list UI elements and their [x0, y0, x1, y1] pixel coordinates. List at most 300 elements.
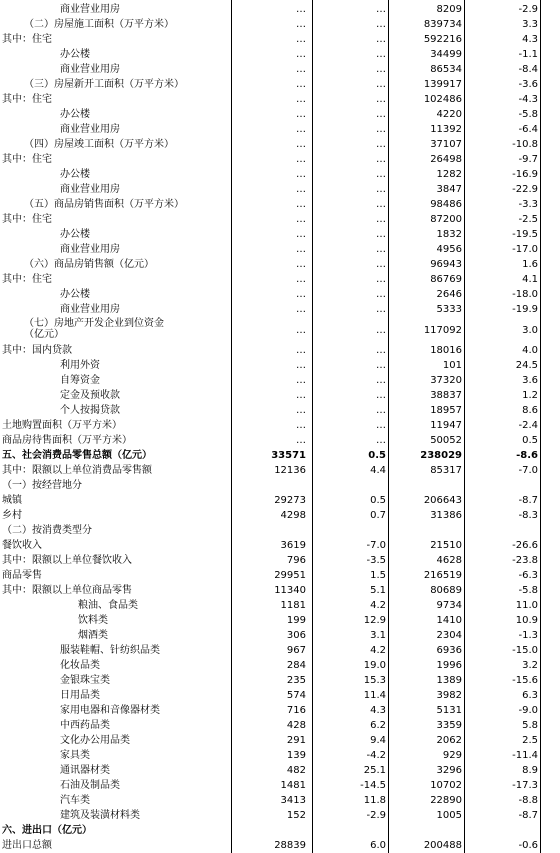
current-month-growth: …: [376, 390, 386, 401]
current-month-growth: …: [376, 169, 386, 180]
current-month-growth: …: [376, 139, 386, 150]
table-row: [0, 718, 560, 733]
cumulative-value: 4628: [436, 555, 462, 566]
table-row: [0, 763, 560, 778]
cumulative-value: 38837: [430, 390, 462, 401]
cumulative-growth: 3.0: [522, 325, 538, 336]
table-row: [0, 137, 560, 152]
current-month-value: …: [296, 360, 306, 371]
table-row: [0, 673, 560, 688]
row-label: 办公楼: [60, 109, 90, 120]
cumulative-growth: -2.5: [518, 214, 538, 225]
current-month-growth: …: [376, 420, 386, 431]
cumulative-value: 3359: [436, 720, 462, 731]
cumulative-growth: -16.9: [512, 169, 538, 180]
row-label: 乡村: [2, 510, 22, 521]
current-month-growth: …: [376, 289, 386, 300]
current-month-value: 139: [286, 750, 306, 761]
cumulative-growth: 0.5: [522, 435, 538, 446]
current-month-value: …: [296, 184, 306, 195]
cumulative-value: 2304: [436, 630, 462, 641]
current-month-growth: …: [376, 64, 386, 75]
table-row: [0, 32, 560, 47]
cumulative-growth: -23.8: [512, 555, 538, 566]
cumulative-growth: -9.0: [518, 705, 538, 716]
cumulative-growth: -8.7: [518, 495, 538, 506]
current-month-growth: …: [376, 34, 386, 45]
table-row: [0, 47, 560, 62]
cumulative-value: 98486: [430, 199, 462, 210]
cumulative-value: 87200: [430, 214, 462, 225]
table-row: [0, 373, 560, 388]
table-row: [0, 122, 560, 137]
current-month-growth: …: [376, 154, 386, 165]
table-row: [0, 152, 560, 167]
current-month-growth: -2.9: [366, 810, 386, 821]
current-month-growth: 12.9: [363, 615, 386, 626]
cumulative-growth: 5.8: [522, 720, 538, 731]
cumulative-growth: 11.0: [515, 600, 538, 611]
table-row: [0, 538, 560, 553]
cumulative-value: 4220: [436, 109, 462, 120]
cumulative-value: 2062: [436, 735, 462, 746]
cumulative-value: 86534: [430, 64, 462, 75]
current-month-value: …: [296, 94, 306, 105]
cumulative-value: 50052: [430, 435, 462, 446]
cumulative-growth: -3.6: [518, 79, 538, 90]
current-month-value: …: [296, 214, 306, 225]
cumulative-growth: -8.4: [518, 64, 538, 75]
cumulative-growth: -15.0: [512, 645, 538, 656]
cumulative-value: 1996: [436, 660, 462, 671]
cumulative-value: 102486: [423, 94, 462, 105]
current-month-growth: …: [376, 274, 386, 285]
current-month-growth: …: [376, 94, 386, 105]
table-row: [0, 508, 560, 523]
current-month-value: 3619: [280, 540, 306, 551]
current-month-value: …: [296, 199, 306, 210]
current-month-value: …: [296, 34, 306, 45]
current-month-value: 306: [286, 630, 306, 641]
cumulative-value: 1282: [436, 169, 462, 180]
cumulative-growth: -17.0: [512, 244, 538, 255]
current-month-value: 291: [286, 735, 306, 746]
table-row: [0, 343, 560, 358]
current-month-value: …: [296, 229, 306, 240]
current-month-value: …: [296, 259, 306, 270]
table-row: [0, 242, 560, 257]
row-label: （三）房屋新开工面积（万平方米）: [24, 79, 184, 90]
row-label: 中西药品类: [60, 720, 110, 731]
row-label: 商业营业用房: [60, 184, 120, 195]
cumulative-value: 10702: [430, 780, 462, 791]
current-month-growth: …: [376, 360, 386, 371]
table-row: [0, 167, 560, 182]
cumulative-value: 18016: [430, 345, 462, 356]
row-label-line1: （七）房地产开发企业到位资金: [24, 318, 164, 329]
current-month-value: 28839: [274, 840, 306, 851]
cumulative-growth: -22.9: [512, 184, 538, 195]
table-row: [0, 17, 560, 32]
table-row: [0, 808, 560, 823]
table-row: [0, 733, 560, 748]
row-label: 家具类: [60, 750, 90, 761]
current-month-value: …: [296, 420, 306, 431]
table-row: [0, 257, 560, 272]
cumulative-growth: -5.8: [518, 109, 538, 120]
column-divider: [388, 0, 389, 853]
row-label: （六）商品房销售额（亿元）: [24, 259, 154, 270]
row-label: 日用品类: [60, 690, 100, 701]
current-month-growth: …: [376, 229, 386, 240]
current-month-value: …: [296, 390, 306, 401]
row-label: 其中：住宅: [2, 34, 52, 45]
cumulative-value: 3847: [436, 184, 462, 195]
table-row: [0, 463, 560, 478]
table-row: [0, 2, 560, 17]
row-label: 其中：住宅: [2, 274, 52, 285]
current-month-growth: 11.8: [363, 795, 386, 806]
row-label: 个人按揭贷款: [60, 405, 120, 416]
cumulative-value: 238029: [420, 450, 462, 461]
current-month-growth: …: [376, 49, 386, 60]
table-row: [0, 358, 560, 373]
cumulative-value: 1410: [436, 615, 462, 626]
current-month-growth: -7.0: [366, 540, 386, 551]
cumulative-value: 101: [442, 360, 462, 371]
table-row: [0, 658, 560, 673]
table-row: [0, 212, 560, 227]
cumulative-value: 34499: [430, 49, 462, 60]
current-month-value: 1181: [280, 600, 306, 611]
cumulative-growth: -17.3: [512, 780, 538, 791]
table-row: [0, 493, 560, 508]
current-month-growth: -3.5: [366, 555, 386, 566]
row-label: 商品零售: [2, 570, 42, 581]
row-label: 其中：限额以上单位餐饮收入: [2, 555, 132, 566]
current-month-growth: …: [376, 325, 386, 336]
row-label: 通讯器材类: [60, 765, 110, 776]
current-month-value: 12136: [274, 465, 306, 476]
current-month-value: …: [296, 124, 306, 135]
cumulative-growth: -26.6: [512, 540, 538, 551]
table-row: [0, 748, 560, 763]
cumulative-growth: -1.1: [518, 49, 538, 60]
cumulative-value: 4956: [436, 244, 462, 255]
row-label: （五）商品房销售面积（万平方米）: [24, 199, 184, 210]
current-month-growth: …: [376, 244, 386, 255]
cumulative-growth: -5.8: [518, 585, 538, 596]
table-row: [0, 568, 560, 583]
table-row: [0, 583, 560, 598]
current-month-value: 4298: [280, 510, 306, 521]
cumulative-value: 5131: [436, 705, 462, 716]
cumulative-value: 200488: [423, 840, 462, 851]
cumulative-growth: -3.3: [518, 199, 538, 210]
current-month-growth: 0.5: [370, 495, 386, 506]
cumulative-growth: 24.5: [515, 360, 538, 371]
table-row: [0, 523, 560, 538]
cumulative-value: 6936: [436, 645, 462, 656]
table-row: [0, 613, 560, 628]
cumulative-value: 11392: [430, 124, 462, 135]
current-month-value: 967: [286, 645, 306, 656]
row-label: [24, 318, 164, 340]
cumulative-value: 139917: [423, 79, 462, 90]
current-month-growth: 11.4: [363, 690, 386, 701]
cumulative-growth: -9.7: [518, 154, 538, 165]
current-month-growth: …: [376, 4, 386, 15]
table-row: [0, 317, 560, 343]
cumulative-value: 5333: [436, 304, 462, 315]
cumulative-growth: -8.8: [518, 795, 538, 806]
table-row: [0, 107, 560, 122]
table-row: [0, 403, 560, 418]
cumulative-growth: -18.0: [512, 289, 538, 300]
row-label: （二）按消费类型分: [2, 525, 92, 536]
cumulative-value: 3982: [436, 690, 462, 701]
current-month-growth: 15.3: [363, 675, 386, 686]
row-label: 办公楼: [60, 169, 90, 180]
cumulative-value: 206643: [423, 495, 462, 506]
current-month-value: …: [296, 274, 306, 285]
table-row: [0, 62, 560, 77]
current-month-value: 11340: [274, 585, 306, 596]
current-month-value: …: [296, 19, 306, 30]
cumulative-growth: 4.3: [522, 34, 538, 45]
row-label: 城镇: [2, 495, 22, 506]
current-month-value: …: [296, 109, 306, 120]
current-month-growth: 1.5: [370, 570, 386, 581]
cumulative-value: 9734: [436, 600, 462, 611]
cumulative-growth: 1.2: [522, 390, 538, 401]
cumulative-value: 22890: [430, 795, 462, 806]
table-row: [0, 92, 560, 107]
current-month-value: 482: [286, 765, 306, 776]
cumulative-growth: -7.0: [518, 465, 538, 476]
current-month-growth: …: [376, 259, 386, 270]
row-label: （四）房屋竣工面积（万平方米）: [24, 139, 174, 150]
cumulative-value: 1005: [436, 810, 462, 821]
cumulative-growth: 3.3: [522, 19, 538, 30]
cumulative-growth: -10.8: [512, 139, 538, 150]
current-month-value: 1481: [280, 780, 306, 791]
table-row: [0, 302, 560, 317]
cumulative-growth: -19.5: [512, 229, 538, 240]
row-label: 家用电器和音像器材类: [60, 705, 160, 716]
row-label-line2: （亿元）: [24, 329, 64, 340]
cumulative-growth: 3.6: [522, 375, 538, 386]
row-label: 其中：限额以上单位商品零售: [2, 585, 132, 596]
current-month-value: 235: [286, 675, 306, 686]
current-month-growth: 0.5: [368, 450, 386, 461]
cumulative-value: 21510: [430, 540, 462, 551]
cumulative-growth: 4.1: [522, 274, 538, 285]
table-row: [0, 272, 560, 287]
current-month-value: …: [296, 64, 306, 75]
current-month-growth: …: [376, 214, 386, 225]
row-label: 汽车类: [60, 795, 90, 806]
table-row: [0, 643, 560, 658]
current-month-value: …: [296, 435, 306, 446]
cumulative-growth: 8.9: [522, 765, 538, 776]
table-row: [0, 793, 560, 808]
current-month-value: …: [296, 304, 306, 315]
column-divider: [231, 0, 232, 853]
cumulative-value: 18957: [430, 405, 462, 416]
cumulative-value: 85317: [430, 465, 462, 476]
current-month-growth: 4.2: [370, 600, 386, 611]
cumulative-value: 2646: [436, 289, 462, 300]
table-row: [0, 688, 560, 703]
cumulative-growth: 2.5: [522, 735, 538, 746]
cumulative-growth: -19.9: [512, 304, 538, 315]
row-label: 办公楼: [60, 289, 90, 300]
row-label: 其中：住宅: [2, 154, 52, 165]
current-month-growth: -4.2: [366, 750, 386, 761]
row-label: 利用外资: [60, 360, 100, 371]
row-label: 商业营业用房: [60, 244, 120, 255]
cumulative-growth: -6.4: [518, 124, 538, 135]
current-month-growth: 4.4: [370, 465, 386, 476]
table-row: [0, 628, 560, 643]
current-month-value: …: [296, 154, 306, 165]
cumulative-value: 26498: [430, 154, 462, 165]
current-month-value: …: [296, 139, 306, 150]
row-label: 商品房待售面积（万平方米）: [2, 435, 132, 446]
current-month-value: 29951: [274, 570, 306, 581]
cumulative-growth: -1.3: [518, 630, 538, 641]
current-month-value: …: [296, 375, 306, 386]
row-label: 烟酒类: [78, 630, 108, 641]
cumulative-growth: -8.3: [518, 510, 538, 521]
current-month-growth: …: [376, 199, 386, 210]
current-month-value: …: [296, 345, 306, 356]
table-row: [0, 448, 560, 463]
table-row: [0, 838, 560, 853]
current-month-growth: …: [376, 79, 386, 90]
table-row: [0, 182, 560, 197]
table-row: [0, 823, 560, 838]
row-label: 化妆品类: [60, 660, 100, 671]
cumulative-value: 1389: [436, 675, 462, 686]
current-month-growth: 3.1: [370, 630, 386, 641]
row-label: 土地购置面积（万平方米）: [2, 420, 122, 431]
row-label: 服装鞋帽、针纺织品类: [60, 645, 160, 656]
cumulative-value: 8209: [436, 4, 462, 15]
row-label: 石油及制品类: [60, 780, 120, 791]
current-month-value: 284: [286, 660, 306, 671]
row-label: 粮油、食品类: [78, 600, 138, 611]
table-row: [0, 703, 560, 718]
cumulative-value: 592216: [423, 34, 462, 45]
row-label: 其中：国内贷款: [2, 345, 72, 356]
current-month-value: 3413: [280, 795, 306, 806]
cumulative-growth: 3.2: [522, 660, 538, 671]
current-month-value: 29273: [274, 495, 306, 506]
current-month-growth: 19.0: [363, 660, 386, 671]
cumulative-growth: 6.3: [522, 690, 538, 701]
cumulative-value: 117092: [423, 325, 462, 336]
cumulative-growth: 8.6: [522, 405, 538, 416]
row-label: 自筹资金: [60, 375, 100, 386]
current-month-growth: …: [376, 184, 386, 195]
table-row: [0, 553, 560, 568]
cumulative-growth: -2.4: [518, 420, 538, 431]
cumulative-value: 1832: [436, 229, 462, 240]
cumulative-value: 37107: [430, 139, 462, 150]
table-row: [0, 287, 560, 302]
current-month-value: …: [296, 79, 306, 90]
row-label: 定金及预收款: [60, 390, 120, 401]
current-month-value: …: [296, 289, 306, 300]
cumulative-value: 86769: [430, 274, 462, 285]
cumulative-growth: -15.6: [512, 675, 538, 686]
current-month-growth: …: [376, 345, 386, 356]
current-month-growth: …: [376, 375, 386, 386]
row-label: 其中：住宅: [2, 94, 52, 105]
table-row: [0, 598, 560, 613]
row-label: （二）房屋施工面积（万平方米）: [24, 19, 174, 30]
current-month-growth: 0.7: [370, 510, 386, 521]
row-label: 商业营业用房: [60, 124, 120, 135]
table-row: [0, 77, 560, 92]
current-month-value: 152: [286, 810, 306, 821]
table-row: [0, 778, 560, 793]
cumulative-growth: -8.6: [516, 450, 538, 461]
current-month-growth: 4.2: [370, 645, 386, 656]
row-label: 文化办公用品类: [60, 735, 130, 746]
table-row: [0, 227, 560, 242]
row-label: 六、进出口（亿元）: [2, 825, 92, 836]
cumulative-growth: -0.6: [518, 840, 538, 851]
cumulative-growth: 10.9: [515, 615, 538, 626]
current-month-value: …: [296, 244, 306, 255]
table-row: [0, 433, 560, 448]
cumulative-value: 929: [442, 750, 462, 761]
cumulative-value: 31386: [430, 510, 462, 521]
current-month-value: 574: [286, 690, 306, 701]
current-month-value: 716: [286, 705, 306, 716]
cumulative-value: 80689: [430, 585, 462, 596]
cumulative-growth: -8.7: [518, 810, 538, 821]
table-row: [0, 478, 560, 493]
row-label: 商业营业用房: [60, 64, 120, 75]
row-label: 建筑及装潢材料类: [60, 810, 140, 821]
current-month-growth: …: [376, 109, 386, 120]
column-divider: [312, 0, 313, 853]
column-divider: [464, 0, 465, 853]
current-month-growth: …: [376, 304, 386, 315]
row-label: 商业营业用房: [60, 4, 120, 15]
cumulative-value: 96943: [430, 259, 462, 270]
row-label: （一）按经营地分: [2, 480, 82, 491]
table-row: [0, 388, 560, 403]
current-month-growth: 5.1: [370, 585, 386, 596]
cumulative-growth: -6.3: [518, 570, 538, 581]
row-label: 餐饮收入: [2, 540, 42, 551]
cumulative-value: 839734: [423, 19, 462, 30]
row-label: 商业营业用房: [60, 304, 120, 315]
cumulative-growth: -2.9: [518, 4, 538, 15]
current-month-value: 199: [286, 615, 306, 626]
current-month-growth: 9.4: [370, 735, 386, 746]
current-month-value: 796: [286, 555, 306, 566]
cumulative-growth: -11.4: [512, 750, 538, 761]
cumulative-value: 3296: [436, 765, 462, 776]
table-row: [0, 197, 560, 212]
current-month-growth: …: [376, 19, 386, 30]
